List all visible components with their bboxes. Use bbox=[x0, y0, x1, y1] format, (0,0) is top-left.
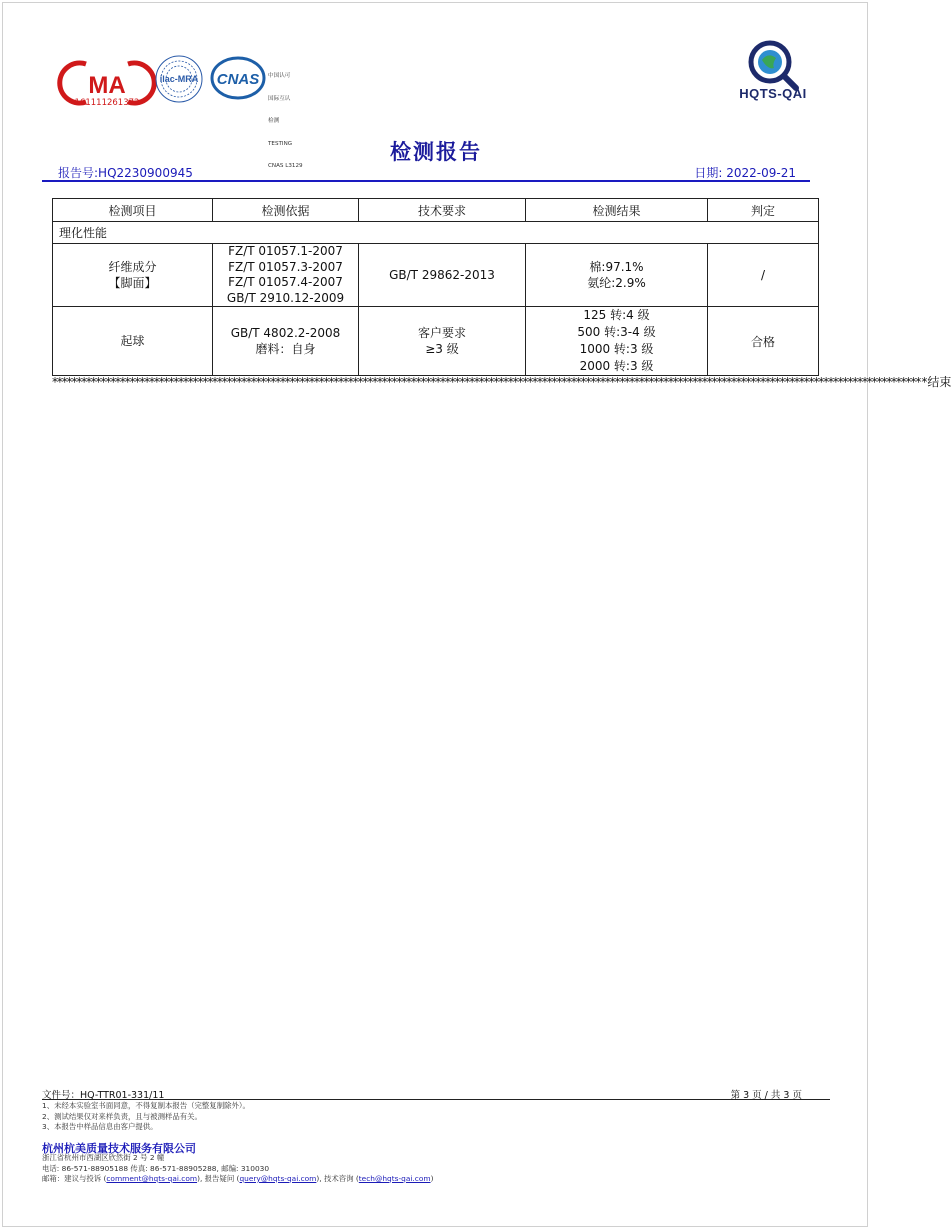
footer-notes bbox=[42, 1101, 250, 1133]
section-label: 理化性能 bbox=[53, 222, 819, 244]
company-contact bbox=[42, 1153, 433, 1185]
end-of-report-marker bbox=[52, 374, 951, 390]
column-header: 检测结果 bbox=[526, 199, 708, 222]
svg-text:ilac-MRA: ilac-MRA bbox=[159, 74, 199, 84]
cnas-accreditation-text: 中国认可 国际互认 检测 TESTING CNAS L3129 bbox=[268, 73, 303, 169]
footer-divider bbox=[42, 1099, 830, 1100]
column-header: 检测依据 bbox=[213, 199, 359, 222]
column-header: 技术要求 bbox=[359, 199, 526, 222]
header-divider bbox=[42, 180, 810, 182]
column-header: 检测项目 bbox=[53, 199, 213, 222]
test-basis-cell: FZ/T 01057.1-2007 FZ/T 01057.3-2007 FZ/T 01057.4-2007 GB/T 2910.12-2009 bbox=[213, 244, 359, 307]
report-number: 报告号:HQ2230900945 bbox=[58, 166, 193, 180]
svg-text:MA: MA bbox=[88, 72, 126, 99]
page-border bbox=[2, 2, 868, 1227]
report-title: 检测报告 bbox=[390, 140, 482, 164]
table-row bbox=[53, 244, 819, 307]
page-number: 第 3 页 / 共 3 页 bbox=[730, 1090, 802, 1101]
svg-text:CNAS: CNAS bbox=[216, 71, 260, 88]
report-date: 日期: 2022-09-21 bbox=[694, 166, 796, 180]
cnas-logo bbox=[210, 56, 266, 100]
table-header-row bbox=[53, 199, 819, 222]
tech-email-link[interactable]: tech@hqts-qai.com bbox=[358, 1174, 431, 1183]
company-name: 杭州杭美质量技术服务有限公司 bbox=[42, 1142, 196, 1155]
column-header: 判定 bbox=[708, 199, 819, 222]
section-row bbox=[53, 222, 819, 244]
result-cell: 棉:97.1% 氨纶:2.9% bbox=[526, 244, 708, 307]
requirement-cell: 客户要求 ≥3 级 bbox=[359, 307, 526, 376]
test-item-cell: 纤维成分 【脚面】 bbox=[53, 244, 213, 307]
result-cell: 125 转:4 级 500 转:3-4 级 1000 转:3 级 2000 转:3 级 bbox=[526, 307, 708, 376]
test-basis-cell: GB/T 4802.2-2008 磨料：自身 bbox=[213, 307, 359, 376]
cma-number: 161111261372 bbox=[74, 98, 140, 108]
company-phone: 电话: 86-571-88905188 传真: 86-571-88905288, 邮编: 310030 bbox=[42, 1163, 270, 1173]
complaint-email-link[interactable]: comment@hqts-qai.com bbox=[106, 1174, 198, 1183]
verdict-cell: 合格 bbox=[708, 307, 819, 376]
end-label: **结束 bbox=[915, 375, 951, 389]
test-results-table bbox=[52, 198, 819, 376]
footer-note: 1、未经本实验室书面同意，不得复制本报告（完整复制除外）。 bbox=[42, 1101, 250, 1110]
hqts-qai-logo bbox=[740, 38, 808, 90]
company-address: 浙江省杭州市西湖区欣然街 2 号 2 幢 bbox=[42, 1153, 165, 1162]
test-item-cell: 起球 bbox=[53, 307, 213, 376]
table-row bbox=[53, 307, 819, 376]
company-emails: 邮箱：建议与投诉 (comment@hqts-qai.com), 报告疑问 (query@hqts-qai.com), 技术咨询 (tech@hqts-qai.com) bbox=[42, 1174, 434, 1183]
ilac-mra-logo bbox=[153, 54, 205, 104]
file-number: 文件号：HQ-TTR01-331/11 bbox=[42, 1090, 165, 1101]
hqts-qai-wordmark: HQTS-QAI bbox=[739, 86, 807, 101]
footer-note: 2、测试结果仅对来样负责，且与被测样品有关。 bbox=[42, 1111, 202, 1121]
end-stars: ********************************************************************************************************************************************************************************** bbox=[52, 375, 916, 389]
verdict-cell: / bbox=[708, 244, 819, 307]
footer-note: 3、本报告中样品信息由客户提供。 bbox=[42, 1122, 158, 1131]
query-email-link[interactable]: query@hqts-qai.com bbox=[239, 1174, 317, 1183]
requirement-cell: GB/T 29862-2013 bbox=[359, 244, 526, 307]
